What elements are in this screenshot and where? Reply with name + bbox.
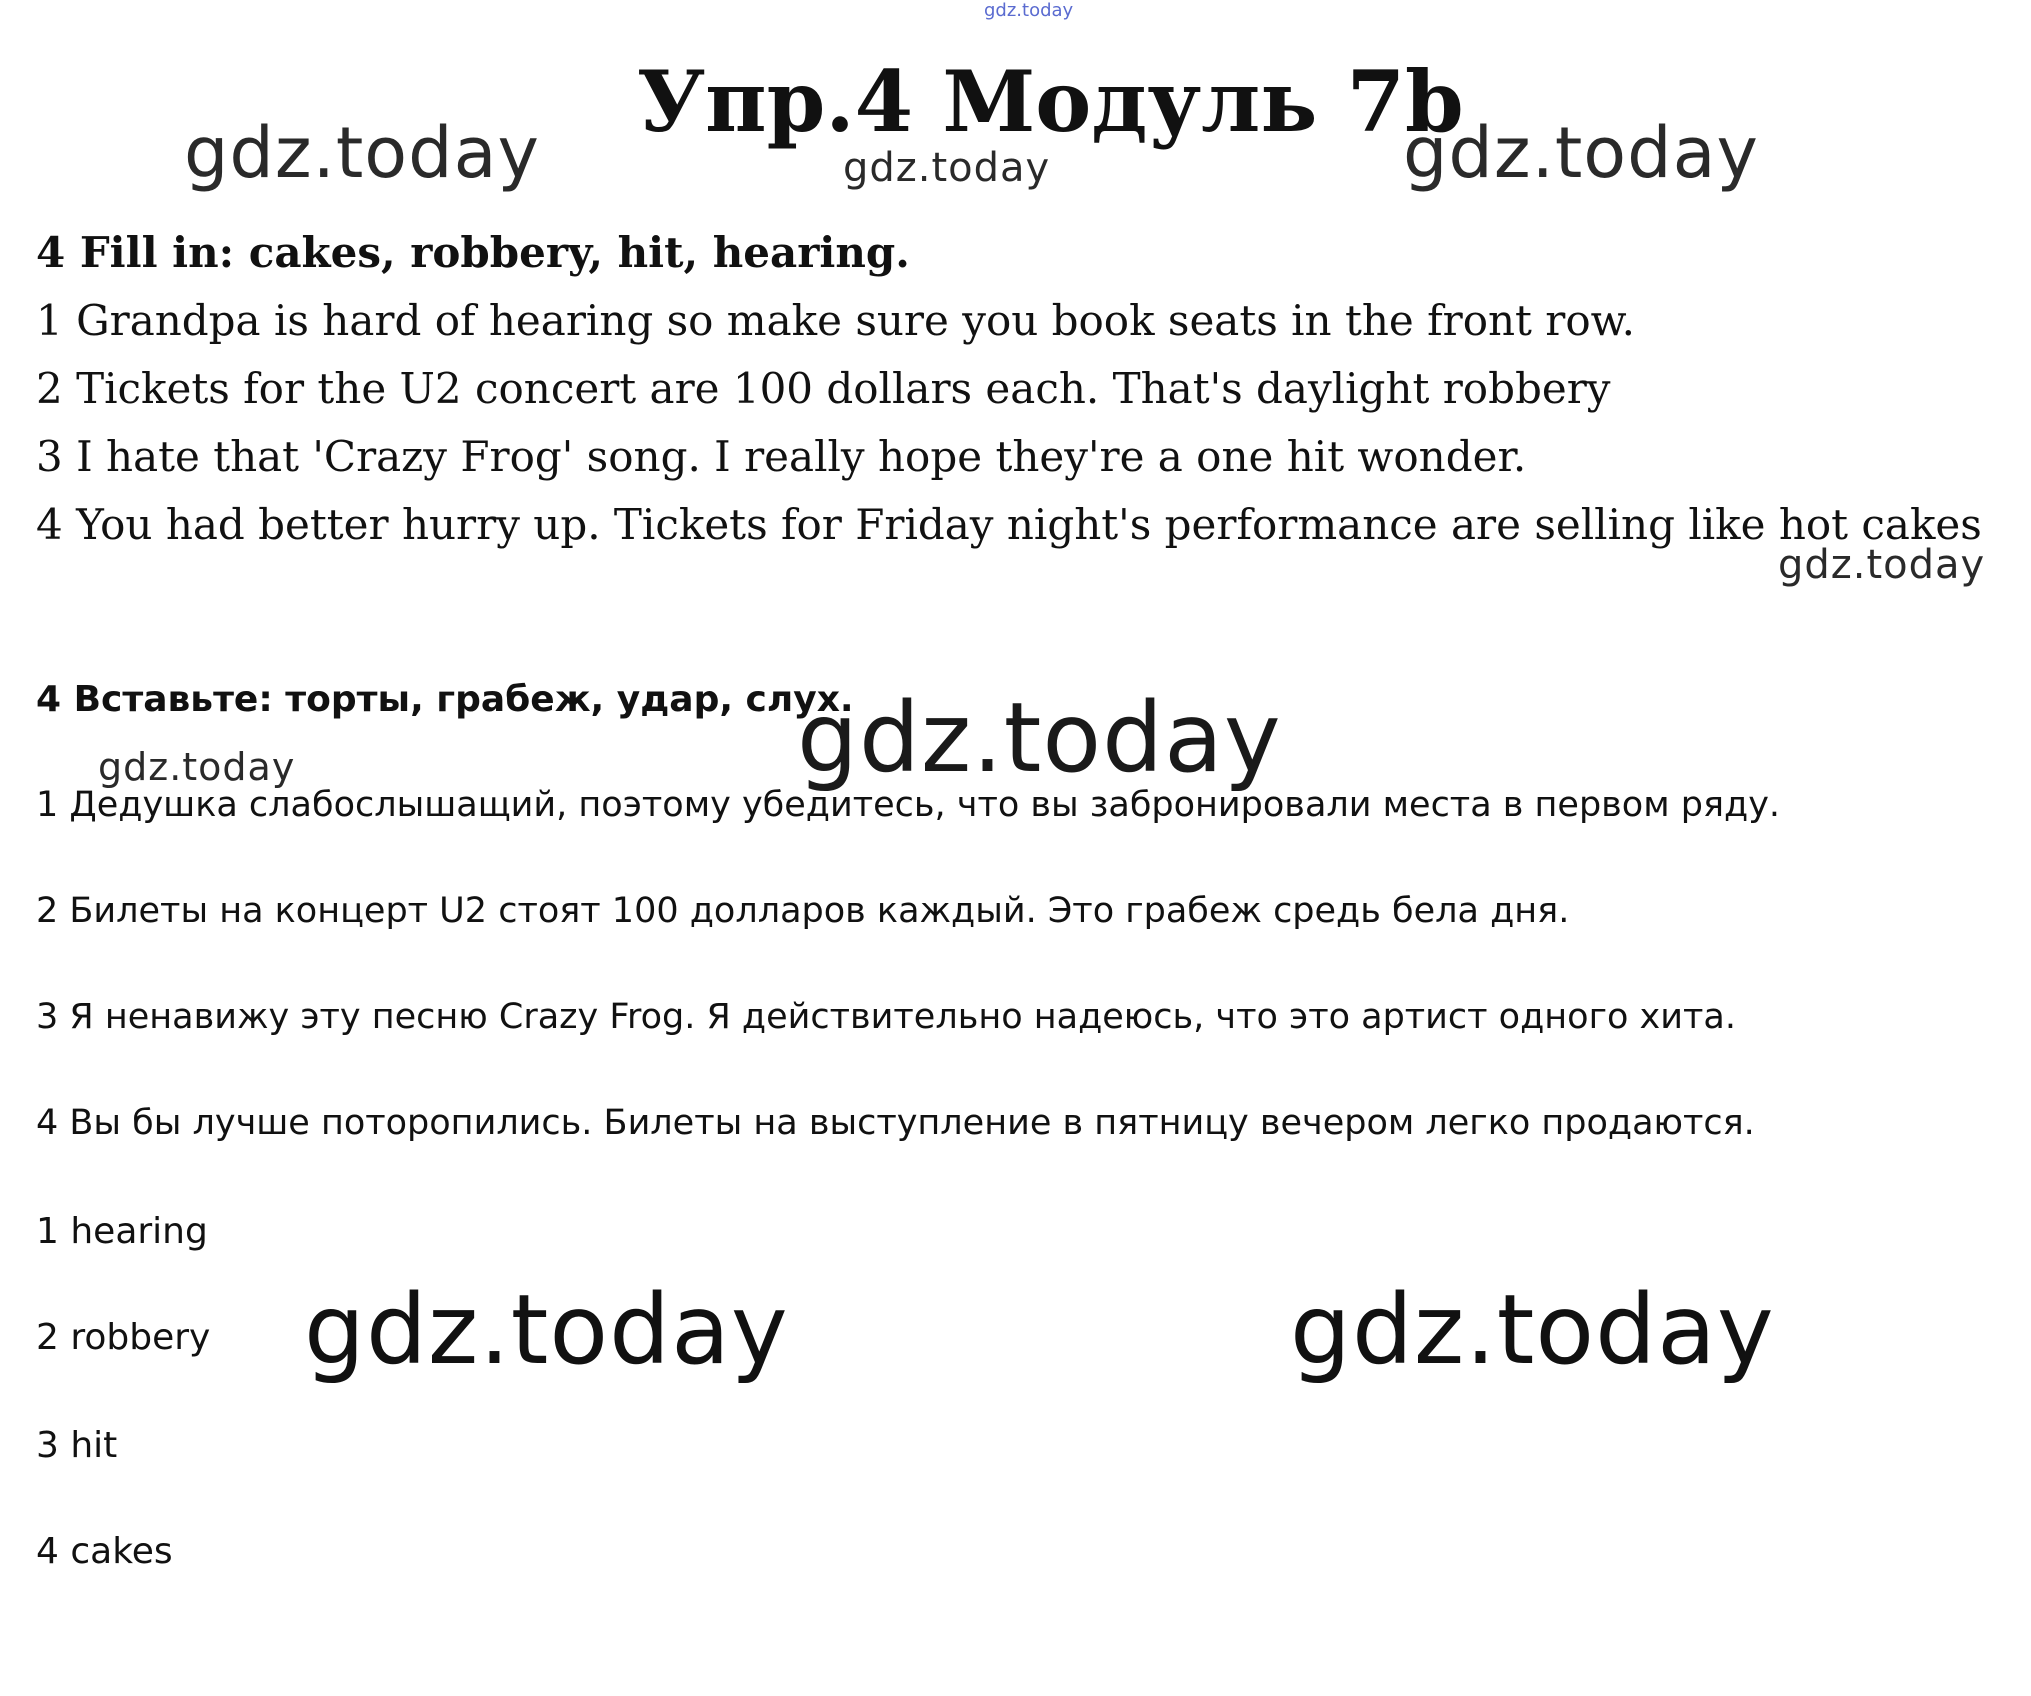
watermark-text: gdz.today	[98, 745, 296, 789]
watermark-text: gdz.today	[797, 682, 1282, 794]
russian-sentence-4: 4 Вы бы лучше поторопились. Билеты на выступление в пятницу вечером легко продаются.	[36, 1103, 1755, 1143]
watermark-text: gdz.today	[843, 145, 1051, 191]
watermark-text: gdz.today	[1290, 1274, 1775, 1386]
english-sentence-1: 1 Grandpa is hard of hearing so make sure you book seats in the front row.	[36, 296, 1635, 345]
russian-sentence-3: 3 Я ненавижу эту песню Crazy Frog. Я действительно надеюсь, что это артист одного хита.	[36, 997, 1736, 1037]
english-heading: 4 Fill in: cakes, robbery, hit, hearing.	[36, 228, 910, 277]
answer-4: 4 cakes	[36, 1531, 173, 1572]
watermark-text: gdz.today	[984, 0, 1074, 21]
english-sentence-4: 4 You had better hurry up. Tickets for Friday night's performance are selling like hot cakes	[36, 500, 1982, 549]
answer-3: 3 hit	[36, 1425, 118, 1466]
russian-sentence-2: 2 Билеты на концерт U2 стоят 100 долларов каждый. Это грабеж средь бела дня.	[36, 891, 1570, 931]
watermark-text: gdz.today	[304, 1274, 789, 1386]
watermark-text: gdz.today	[1778, 542, 1986, 588]
answer-1: 1 hearing	[36, 1211, 208, 1252]
russian-sentence-1: 1 Дедушка слабослышащий, поэтому убедитесь, что вы забронировали места в первом ряду.	[36, 785, 1781, 825]
russian-heading: 4 Вставьте: торты, грабеж, удар, слух.	[36, 679, 854, 720]
english-sentence-3: 3 I hate that 'Crazy Frog' song. I really hope they're a one hit wonder.	[36, 432, 1527, 481]
watermark-text: gdz.today	[184, 112, 540, 194]
english-sentence-2: 2 Tickets for the U2 concert are 100 dollars each. That's daylight robbery	[36, 364, 1611, 413]
watermark-text: gdz.today	[1403, 112, 1759, 194]
page-title: Упр.4 Модуль 7b	[637, 52, 1464, 151]
answer-2: 2 robbery	[36, 1317, 211, 1358]
